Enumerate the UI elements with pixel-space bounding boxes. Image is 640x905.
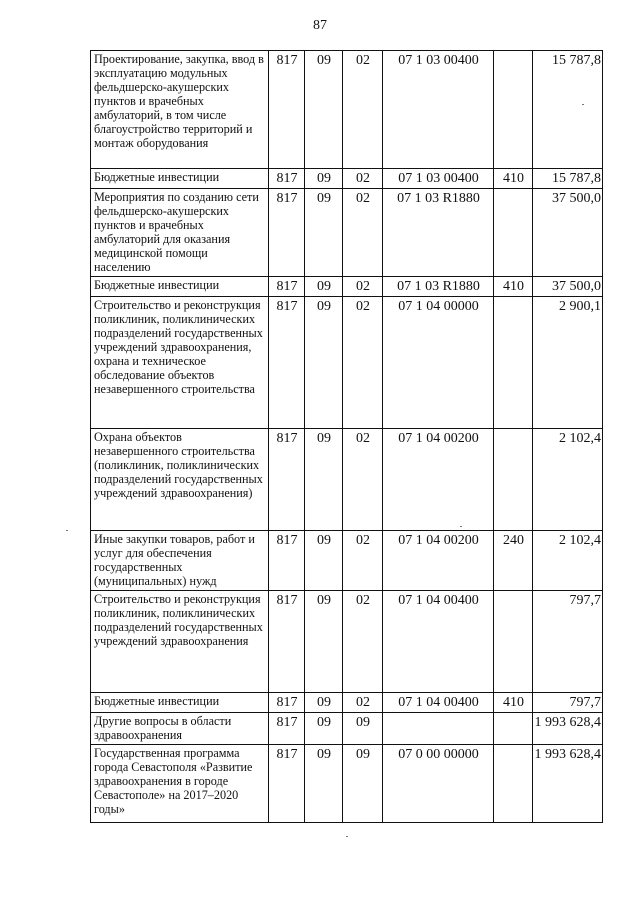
ministry-code: 817 — [269, 745, 305, 823]
expense-type — [494, 591, 533, 693]
row-name: Строительство и реконструкция поликлиник, поликлинических подразделений государственных учреждений здравоохранения — [91, 591, 269, 693]
table-row — [91, 277, 603, 297]
table-row — [91, 531, 603, 591]
row-name: Мероприятия по созданию сети фельдшерско-акушерских пунктов и врачебных амбулаторий для оказания медицинской помощи населению — [91, 189, 269, 277]
table-row — [91, 591, 603, 693]
row-name: Бюджетные инвестиции — [91, 277, 269, 297]
subsection-code: 09 — [343, 745, 383, 823]
scan-speck — [582, 104, 584, 105]
amount: 37 500,0 — [533, 277, 603, 297]
section-code: 09 — [305, 713, 343, 745]
subsection-code: 02 — [343, 693, 383, 713]
section-code: 09 — [305, 297, 343, 429]
expense-type — [494, 51, 533, 169]
expense-type: 410 — [494, 277, 533, 297]
amount: 37 500,0 — [533, 189, 603, 277]
target-article: 07 1 04 00200 — [383, 531, 494, 591]
amount: 797,7 — [533, 591, 603, 693]
table-row — [91, 189, 603, 277]
expense-type: 410 — [494, 693, 533, 713]
ministry-code: 817 — [269, 297, 305, 429]
table-row — [91, 713, 603, 745]
ministry-code: 817 — [269, 277, 305, 297]
subsection-code: 02 — [343, 277, 383, 297]
ministry-code: 817 — [269, 189, 305, 277]
scan-speck — [66, 530, 68, 531]
target-article: 07 1 03 00400 — [383, 51, 494, 169]
subsection-code: 09 — [343, 713, 383, 745]
expense-type — [494, 713, 533, 745]
expense-type — [494, 297, 533, 429]
table-row — [91, 297, 603, 429]
table-row — [91, 693, 603, 713]
section-code: 09 — [305, 277, 343, 297]
expense-type — [494, 745, 533, 823]
table-row — [91, 429, 603, 531]
ministry-code: 817 — [269, 51, 305, 169]
row-name: Иные закупки товаров, работ и услуг для обеспечения государственных (муниципальных) нужд — [91, 531, 269, 591]
section-code: 09 — [305, 591, 343, 693]
ministry-code: 817 — [269, 531, 305, 591]
section-code: 09 — [305, 51, 343, 169]
expense-type: 410 — [494, 169, 533, 189]
page-number: 87 — [313, 18, 327, 33]
section-code: 09 — [305, 429, 343, 531]
expense-type — [494, 189, 533, 277]
expense-type: 240 — [494, 531, 533, 591]
subsection-code: 02 — [343, 169, 383, 189]
amount: 2 102,4 — [533, 429, 603, 531]
amount: 2 102,4 — [533, 531, 603, 591]
row-name: Бюджетные инвестиции — [91, 693, 269, 713]
row-name: Государственная программа города Севастополя «Развитие здравоохранения в городе Севастополе» на 2017–2020 годы» — [91, 745, 269, 823]
target-article — [383, 713, 494, 745]
target-article: 07 1 04 00400 — [383, 693, 494, 713]
amount: 1 993 628,4 — [533, 745, 603, 823]
target-article: 07 1 03 R1880 — [383, 277, 494, 297]
row-name: Бюджетные инвестиции — [91, 169, 269, 189]
row-name: Строительство и реконструкция поликлиник, поликлинических подразделений государственных учреждений здравоохранения, охрана и техническое обследование объектов незавершенного строительства — [91, 297, 269, 429]
ministry-code: 817 — [269, 713, 305, 745]
ministry-code: 817 — [269, 429, 305, 531]
ministry-code: 817 — [269, 169, 305, 189]
subsection-code: 02 — [343, 297, 383, 429]
table-row — [91, 169, 603, 189]
row-name: Проектирование, закупка, ввод в эксплуатацию модульных фельдшерско-акушерских пунктов и врачебных амбулаторий, в том числе благоустройство территорий и монтаж оборудования — [91, 51, 269, 169]
table-row — [91, 51, 603, 169]
target-article: 07 0 00 00000 — [383, 745, 494, 823]
section-code: 09 — [305, 189, 343, 277]
target-article: 07 1 03 R1880 — [383, 189, 494, 277]
amount: 797,7 — [533, 693, 603, 713]
subsection-code: 02 — [343, 189, 383, 277]
ministry-code: 817 — [269, 693, 305, 713]
section-code: 09 — [305, 169, 343, 189]
amount: 1 993 628,4 — [533, 713, 603, 745]
budget-table — [90, 50, 603, 823]
subsection-code: 02 — [343, 51, 383, 169]
ministry-code: 817 — [269, 591, 305, 693]
target-article: 07 1 04 00400 — [383, 591, 494, 693]
amount: 2 900,1 — [533, 297, 603, 429]
expense-type — [494, 429, 533, 531]
amount: 15 787,8 — [533, 169, 603, 189]
subsection-code: 02 — [343, 429, 383, 531]
scan-speck — [346, 836, 348, 837]
row-name: Другие вопросы в области здравоохранения — [91, 713, 269, 745]
scan-speck — [460, 526, 462, 527]
section-code: 09 — [305, 693, 343, 713]
section-code: 09 — [305, 745, 343, 823]
section-code: 09 — [305, 531, 343, 591]
subsection-code: 02 — [343, 591, 383, 693]
amount: 15 787,8 — [533, 51, 603, 169]
row-name: Охрана объектов незавершенного строительства (поликлиник, поликлинических подразделений государственных учреждений здравоохранения) — [91, 429, 269, 531]
target-article: 07 1 03 00400 — [383, 169, 494, 189]
table-row — [91, 745, 603, 823]
target-article: 07 1 04 00000 — [383, 297, 494, 429]
target-article: 07 1 04 00200 — [383, 429, 494, 531]
subsection-code: 02 — [343, 531, 383, 591]
